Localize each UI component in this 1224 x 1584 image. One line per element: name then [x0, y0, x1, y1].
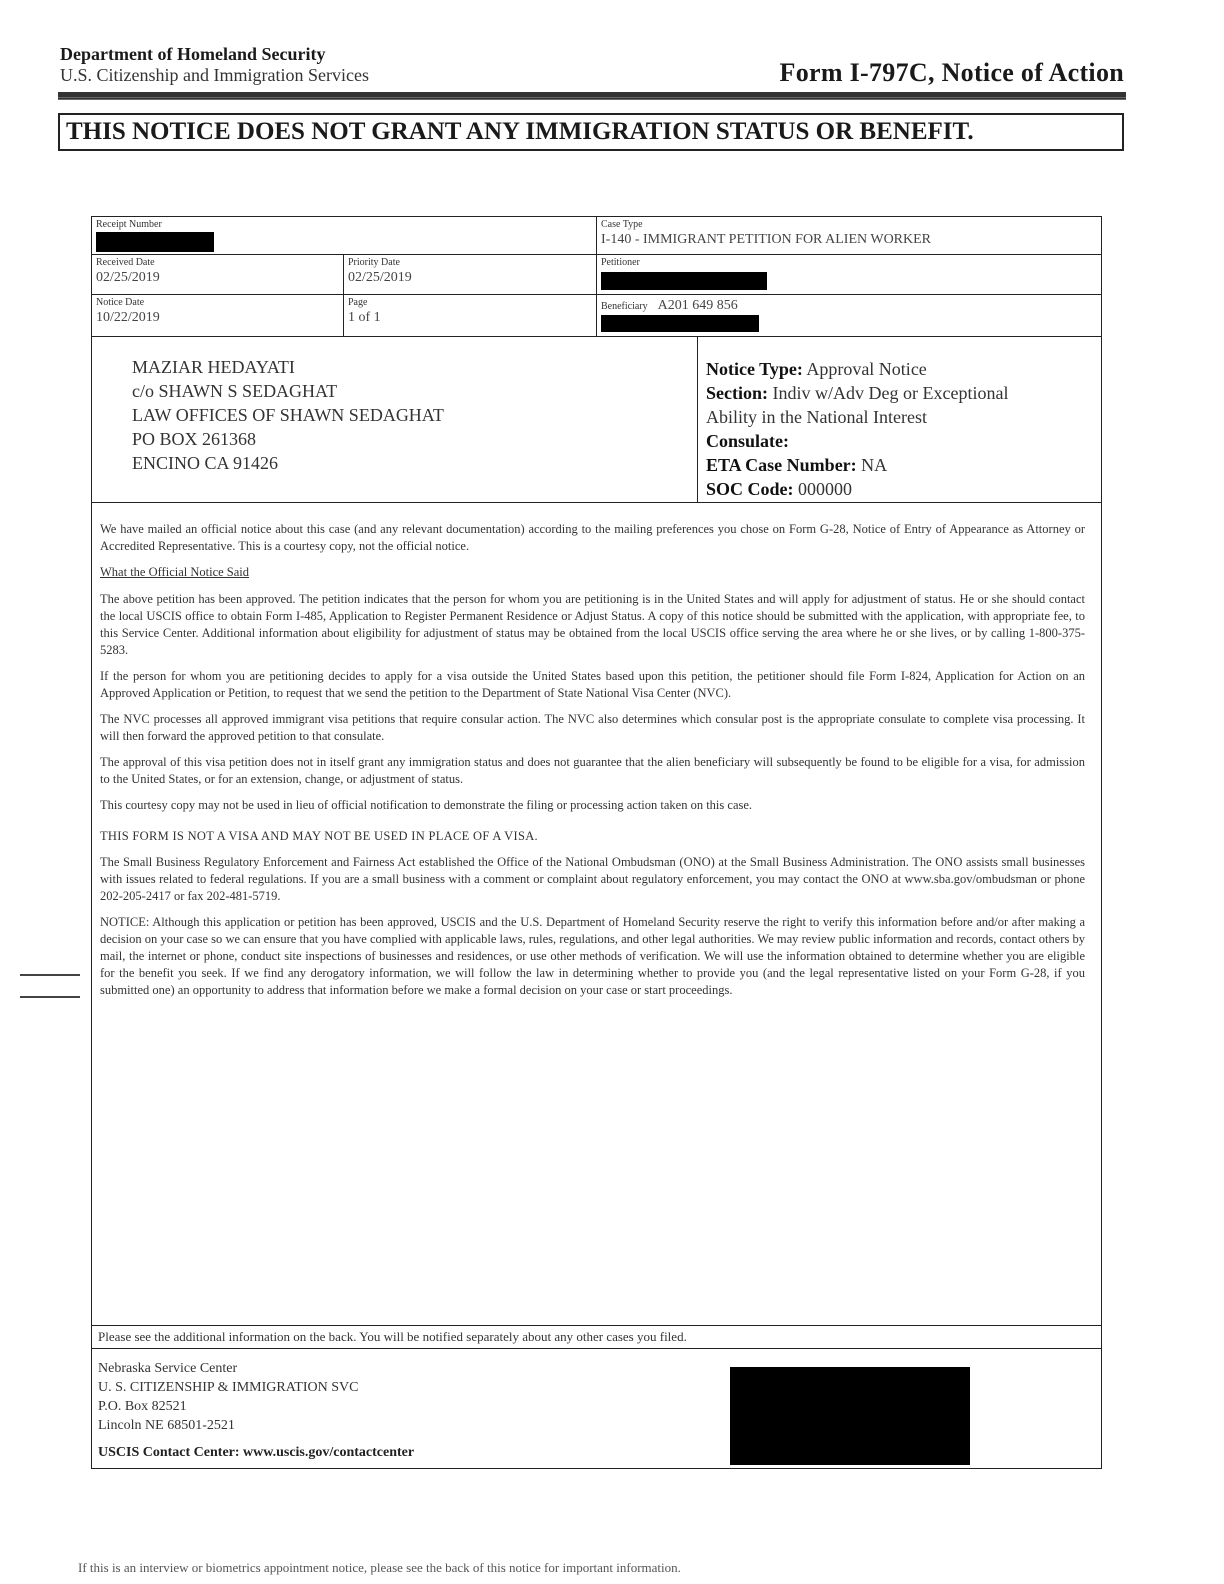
contact-center: USCIS Contact Center: www.uscis.gov/contactcenter: [98, 1445, 415, 1460]
beneficiary-label: Beneficiary: [601, 301, 648, 312]
notice-label: NOTICE:: [100, 915, 150, 929]
intro-paragraph: We have mailed an official notice about this case (and any relevant documentation) according to the mailing preferences you chose on Form G-28, Notice of Entry of Appearance as Attorney or Accredited Representative. This is a courtesy copy, not the official notice.: [100, 522, 1085, 553]
page-footer: If this is an interview or biometrics appointment notice, please see the back of this notice for important information.: [78, 1560, 681, 1575]
service-center-line: Nebraska Service Center: [98, 1361, 238, 1376]
page-value: 1 of 1: [348, 310, 381, 325]
received-date-cell: [92, 255, 344, 295]
notice-text: Although this application or petition has been approved, USCIS and the U.S. Department of Homeland Security reserve the right to verify this information before and/or after making a decision on your case so we can ensure that you have complied with applicable laws, rules, regulations, and other legal authorities. We may review public information and records, contact others by mail, the internet or phone, conduct site inspections of businesses and residences, or use other methods of verification. We will use the information obtained to determine whether you are eligible for the benefit you seek. If we find any derogatory information, we will follow the law in determining whether to provide you (and the legal representative listed on your Form G-28, if you submitted one) an opportunity to address that information before we make a formal decision on your case or start proceedings.: [100, 915, 1085, 997]
body-paragraph: The NVC processes all approved immigrant visa petitions that require consular action. The NVC also determines which consular post is the appropriate consulate to complete visa processing. It will then forward the approved petition to that consulate.: [100, 712, 1085, 743]
service-center-address: [98, 1359, 358, 1435]
additional-info-note: Please see the additional information on the back. You will be notified separately about any other cases you filed.: [92, 1325, 1101, 1349]
notice-info: [698, 337, 1101, 503]
service-center-line: P.O. Box 82521: [98, 1399, 187, 1414]
notice-date-cell: [92, 295, 344, 337]
agency-header: [60, 44, 369, 86]
petitioner-cell: [597, 255, 1101, 295]
receipt-number-cell: [92, 217, 597, 255]
visa-warning: THIS FORM IS NOT A VISA AND MAY NOT BE USED IN PLACE OF A VISA.: [100, 829, 538, 843]
redaction-block: [601, 272, 767, 290]
address-line: PO BOX 261368: [132, 429, 257, 449]
service-center-line: Lincoln NE 68501-2521: [98, 1418, 235, 1433]
body-paragraph: The Small Business Regulatory Enforcement and Fairness Act established the Office of the National Ombudsman (ONO) at the Small Business Administration. The ONO assists small businesses with issues related to federal regulations. If you are a small business with a comment or complaint about regulatory enforcement, you may contact the ONO at www.sba.gov/ombudsman or phone 202-205-2417 or fax 202-481-5719.: [100, 855, 1085, 903]
notice-date-value: 10/22/2019: [96, 310, 160, 325]
form-title: Form I-797C, Notice of Action: [779, 58, 1124, 87]
body-paragraph: This courtesy copy may not be used in lieu of official notification to demonstrate the filing or processing action taken on this case.: [100, 798, 753, 812]
redaction-block: [601, 315, 759, 332]
case-type-cell: [597, 217, 1101, 255]
priority-date-value: 02/25/2019: [348, 270, 412, 285]
beneficiary-value: A201 649 856: [657, 298, 738, 313]
notice-form: [91, 216, 1102, 1469]
case-type-label: Case Type: [601, 219, 643, 230]
section-value: Indiv w/Adv Deg or Exceptional: [772, 383, 1009, 403]
eta-value: NA: [861, 455, 888, 475]
agency-line2: U.S. Citizenship and Immigration Services: [60, 65, 369, 85]
agency-line1: Department of Homeland Security: [60, 44, 326, 64]
notice-date-label: Notice Date: [96, 297, 145, 308]
address-line: ENCINO CA 91426: [132, 453, 279, 473]
section-label: Section:: [706, 383, 768, 403]
notice-paragraph: [100, 914, 1085, 999]
received-date-label: Received Date: [96, 257, 155, 268]
margin-mark: [20, 974, 80, 976]
address-line: c/o SHAWN S SEDAGHAT: [132, 381, 338, 401]
received-date-value: 02/25/2019: [96, 270, 160, 285]
body-paragraph: If the person for whom you are petitioning decides to apply for a visa outside the United States based upon this petition, the petitioner should file Form I-824, Application for Action on an Approved Application or Petition, to request that we send the petition to the Department of State National Visa Center (NVC).: [100, 669, 1085, 700]
address-line: LAW OFFICES OF SHAWN SEDAGHAT: [132, 405, 444, 425]
notice-type-label: Notice Type:: [706, 359, 803, 379]
address-line: MAZIAR HEDAYATI: [132, 357, 295, 377]
receipt-number-label: Receipt Number: [96, 219, 162, 230]
redaction-block: [96, 232, 214, 252]
page-cell: [344, 295, 597, 337]
service-center-line: U. S. CITIZENSHIP & IMMIGRATION SVC: [98, 1380, 359, 1395]
eta-label: ETA Case Number:: [706, 455, 857, 475]
priority-date-label: Priority Date: [348, 257, 400, 268]
notice-body: [100, 521, 1085, 1008]
case-type-value: I-140 - IMMIGRANT PETITION FOR ALIEN WORKER: [601, 232, 932, 247]
redaction-block: [730, 1367, 970, 1465]
section-subheading: What the Official Notice Said: [100, 565, 250, 579]
soc-label: SOC Code:: [706, 479, 794, 499]
status-banner: THIS NOTICE DOES NOT GRANT ANY IMMIGRATION STATUS OR BENEFIT.: [58, 113, 1124, 151]
notice-type-value: Approval Notice: [806, 359, 927, 379]
consulate-label: Consulate:: [706, 431, 790, 451]
mailing-address: [92, 337, 698, 503]
section-value-cont: Ability in the National Interest: [706, 407, 927, 427]
page-label: Page: [348, 297, 368, 308]
beneficiary-cell: [597, 295, 1101, 337]
margin-mark: [20, 996, 80, 998]
body-paragraph: The approval of this visa petition does not in itself grant any immigration status and does not guarantee that the alien beneficiary will subsequently be found to be eligible for a visa, for admission to the United States, or for an extension, change, or adjustment of status.: [100, 755, 1085, 786]
priority-date-cell: [344, 255, 597, 295]
soc-value: 000000: [798, 479, 853, 499]
header-rule: [58, 92, 1126, 100]
petitioner-label: Petitioner: [601, 257, 640, 268]
body-paragraph: The above petition has been approved. The petition indicates that the person for whom you are petitioning is in the United States and will apply for adjustment of status. He or she should contact the local USCIS office to obtain Form I-485, Application to Register Permanent Residence or Adjust Status. A copy of this notice should be submitted with the application, with appropriate fee, to this Service Center. Additional information about eligibility for adjustment of status may be obtained from the local USCIS office serving the area where he or she lives, or by calling 1-800-375-5283.: [100, 592, 1085, 657]
